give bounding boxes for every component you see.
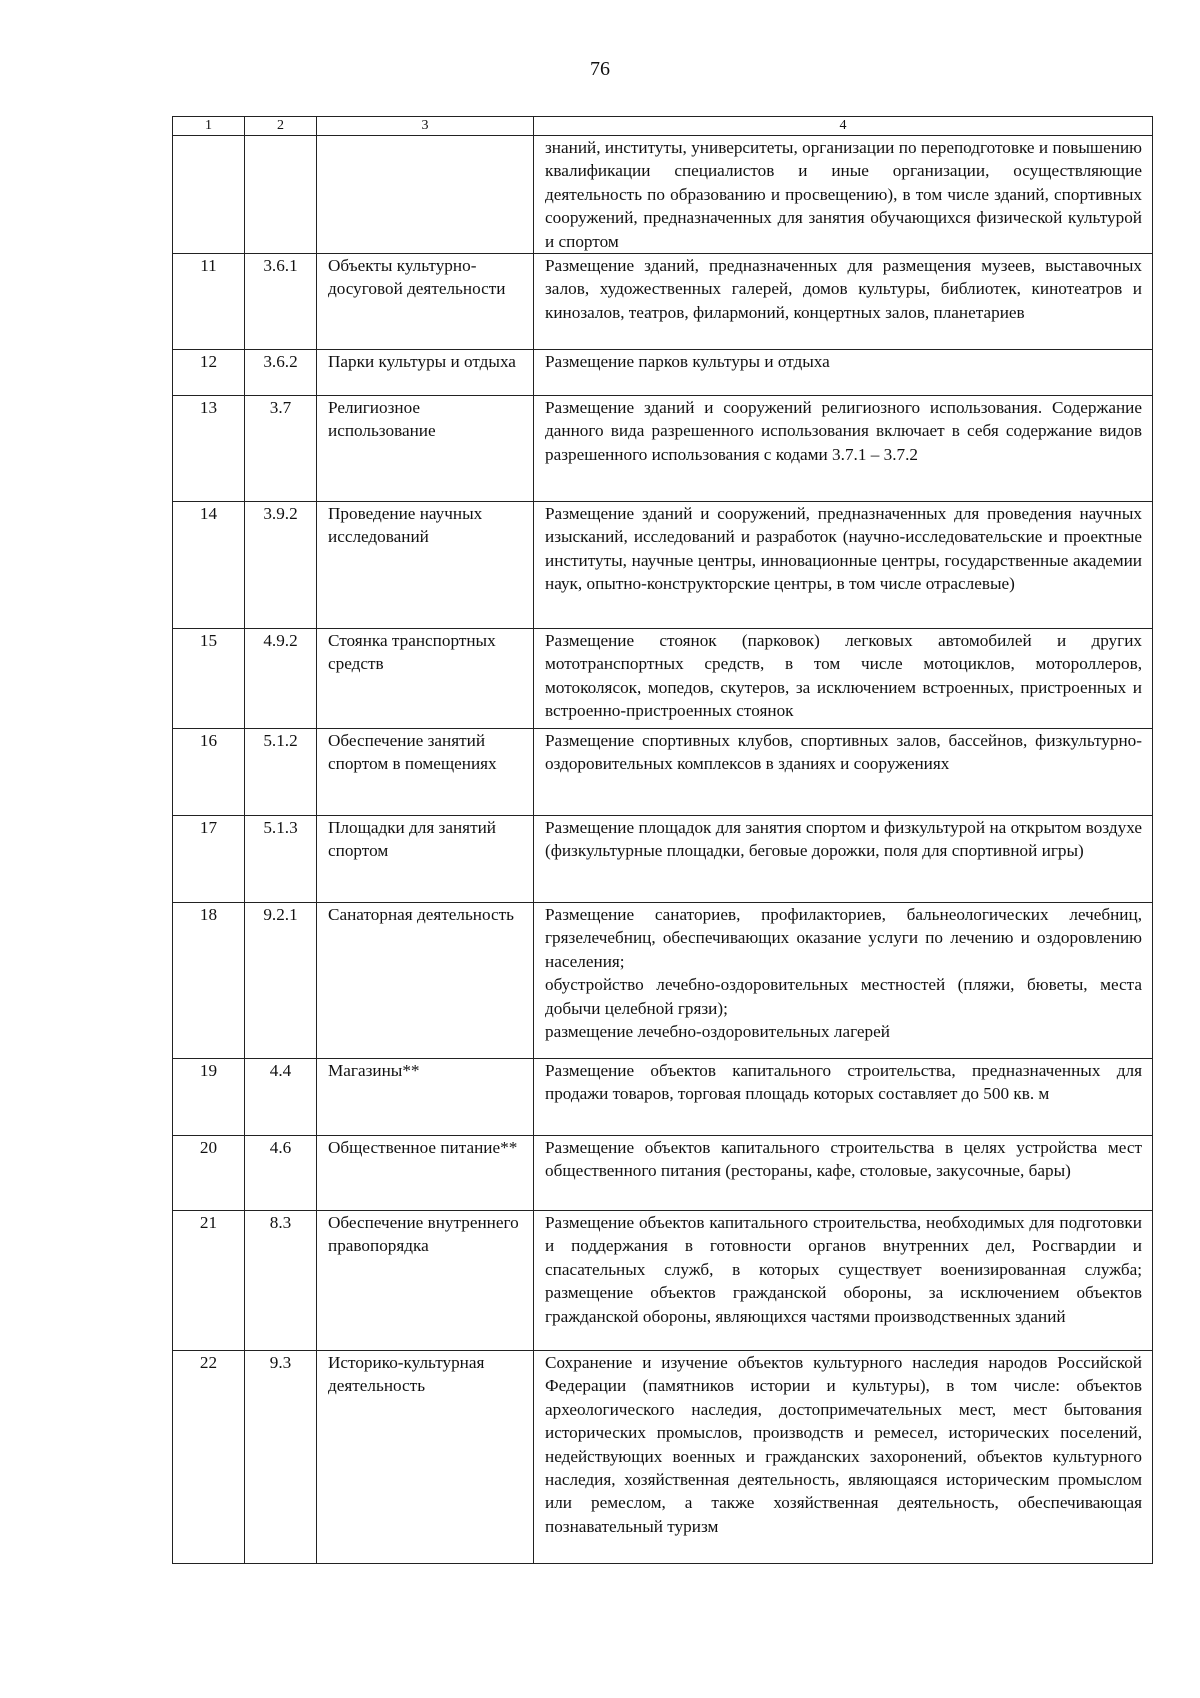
row-code: 4.4 <box>245 1059 317 1136</box>
header-col-3: 3 <box>317 117 534 136</box>
row-description: Размещение площадок для занятия спортом и физкультурой на открытом воздухе (физкультурные площадки, беговые дорожки, поля для спортивной игры) <box>534 816 1153 903</box>
table-row <box>173 1211 1153 1351</box>
row-number: 11 <box>173 254 245 350</box>
description-line: обустройство лечебно-оздоровительных местностей (пляжи, бюветы, места добычи целебной грязи); <box>545 975 1142 1018</box>
row-number: 20 <box>173 1136 245 1211</box>
row-number: 14 <box>173 502 245 629</box>
row-name: Магазины** <box>317 1059 534 1136</box>
table-row <box>173 1351 1153 1564</box>
row-name: Санаторная деятельность <box>317 903 534 1059</box>
row-name: Историко-культурная деятельность <box>317 1351 534 1564</box>
row-name: Стоянка транспортных средств <box>317 629 534 729</box>
page-number: 76 <box>590 58 610 80</box>
land-use-table <box>172 116 1153 1564</box>
row-number: 21 <box>173 1211 245 1351</box>
row-number: 19 <box>173 1059 245 1136</box>
row-code: 8.3 <box>245 1211 317 1351</box>
row-number: 12 <box>173 350 245 396</box>
row-name <box>317 136 534 254</box>
row-description: Размещение объектов капитального строительства в целях устройства мест общественного питания (рестораны, кафе, столовые, закусочные, бары) <box>534 1136 1153 1211</box>
row-description <box>534 903 1153 1059</box>
row-name: Общественное питание** <box>317 1136 534 1211</box>
row-number: 17 <box>173 816 245 903</box>
row-code: 4.6 <box>245 1136 317 1211</box>
row-description: Размещение парков культуры и отдыха <box>534 350 1153 396</box>
row-name: Обеспечение занятий спортом в помещениях <box>317 729 534 816</box>
row-description: Сохранение и изучение объектов культурного наследия народов Российской Федерации (памятников истории и культуры), в том числе: объектов археологического наследия, достопримечательных мест, мест бытования исторических промыслов, производств и ремесел, исторических поселений, недействующих военных и гражданских захоронений, объектов культурного наследия, хозяйственная деятельность, являющаяся историческим промыслом или ремеслом, а также хозяйственная деятельность, обеспечивающая познавательный туризм <box>534 1351 1153 1564</box>
row-name: Объекты культурно-досуговой деятельности <box>317 254 534 350</box>
table-row <box>173 350 1153 396</box>
row-code <box>245 136 317 254</box>
row-code: 5.1.3 <box>245 816 317 903</box>
row-description: Размещение объектов капитального строительства, предназначенных для продажи товаров, торговая площадь которых составляет до 500 кв. м <box>534 1059 1153 1136</box>
row-description: знаний, институты, университеты, организации по переподготовке и повышению квалификации специалистов и иные организации, осуществляющие деятельность по образованию и просвещению), в том числе зданий, спортивных сооружений, предназначенных для занятия обучающихся физической культурой и спортом <box>534 136 1153 254</box>
row-number: 15 <box>173 629 245 729</box>
row-name: Проведение научных исследований <box>317 502 534 629</box>
row-number: 22 <box>173 1351 245 1564</box>
row-name: Религиозное использование <box>317 396 534 502</box>
row-name: Парки культуры и отдыха <box>317 350 534 396</box>
table-row <box>173 816 1153 903</box>
row-code: 9.3 <box>245 1351 317 1564</box>
table-row <box>173 629 1153 729</box>
row-description: Размещение спортивных клубов, спортивных залов, бассейнов, физкультурно-оздоровительных комплексов в зданиях и сооружениях <box>534 729 1153 816</box>
row-code: 5.1.2 <box>245 729 317 816</box>
row-name: Обеспечение внутреннего правопорядка <box>317 1211 534 1351</box>
header-col-1: 1 <box>173 117 245 136</box>
table-row <box>173 254 1153 350</box>
table-row <box>173 729 1153 816</box>
header-col-2: 2 <box>245 117 317 136</box>
row-code: 4.9.2 <box>245 629 317 729</box>
row-description: Размещение зданий и сооружений, предназначенных для проведения научных изысканий, исследований и разработок (научно-исследовательские и проектные институты, научные центры, инновационные центры, государственные академии наук, опытно-конструкторские центры, в том числе отраслевые) <box>534 502 1153 629</box>
row-number: 18 <box>173 903 245 1059</box>
table-row <box>173 136 1153 254</box>
row-number <box>173 136 245 254</box>
row-code: 3.6.2 <box>245 350 317 396</box>
row-number: 13 <box>173 396 245 502</box>
row-description: Размещение зданий и сооружений религиозного использования. Содержание данного вида разрешенного использования включает в себя содержание видов разрешенного использования с кодами 3.7.1 – 3.7.2 <box>534 396 1153 502</box>
row-description: Размещение объектов капитального строительства, необходимых для подготовки и поддержания в готовности органов внутренних дел, Росгвардии и спасательных служб, в которых существует военизированная служба; размещение объектов гражданской обороны, за исключением объектов гражданской обороны, являющихся частями производственных зданий <box>534 1211 1153 1351</box>
row-code: 9.2.1 <box>245 903 317 1059</box>
table-row <box>173 396 1153 502</box>
table-row <box>173 903 1153 1059</box>
row-code: 3.6.1 <box>245 254 317 350</box>
table-header-row <box>173 117 1153 136</box>
description-line: размещение лечебно-оздоровительных лагерей <box>545 1022 890 1042</box>
row-name: Площадки для занятий спортом <box>317 816 534 903</box>
description-line: Размещение санаториев, профилакториев, бальнеологических лечебниц, грязелечебниц, обеспечивающих оказание услуги по лечению и оздоровлению населения; <box>545 905 1142 971</box>
row-code: 3.7 <box>245 396 317 502</box>
table-row <box>173 1059 1153 1136</box>
table-row <box>173 502 1153 629</box>
row-description: Размещение стоянок (парковок) легковых автомобилей и других мототранспортных средств, в том числе мотоциклов, мотороллеров, мотоколясок, мопедов, скутеров, за исключением встроенных, пристроенных и встроенно-пристроенных стоянок <box>534 629 1153 729</box>
row-description: Размещение зданий, предназначенных для размещения музеев, выставочных залов, художественных галерей, домов культуры, библиотек, кинотеатров и кинозалов, театров, филармоний, концертных залов, планетариев <box>534 254 1153 350</box>
row-number: 16 <box>173 729 245 816</box>
header-col-4: 4 <box>534 117 1153 136</box>
table-row <box>173 1136 1153 1211</box>
row-code: 3.9.2 <box>245 502 317 629</box>
